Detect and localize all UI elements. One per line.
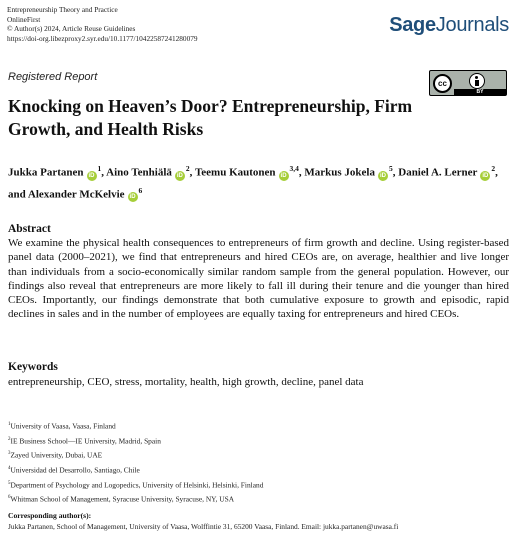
affiliation-item xyxy=(8,491,263,506)
author-affiliation-number: 2 xyxy=(185,164,190,173)
copyright-line[interactable]: © Author(s) 2024, Article Reuse Guidelines xyxy=(7,24,136,34)
corresponding-author-text[interactable]: Jukka Partanen, School of Management, University of Vaasa, Wolffintie 31, 65200 Vaasa, Finland. Email: jukka.partanen@uwasa.fi xyxy=(8,522,399,531)
affiliation-item xyxy=(8,477,263,492)
affiliation-item xyxy=(8,447,263,462)
author-affiliation-number: 1 xyxy=(97,164,102,173)
author-name[interactable]: Markus Jokela xyxy=(304,166,375,179)
author-name[interactable]: Daniel A. Lerner xyxy=(398,166,478,179)
orcid-icon[interactable]: iD xyxy=(380,172,386,179)
orcid-icon[interactable]: iD xyxy=(280,172,287,179)
author-affiliation-number: 3,4 xyxy=(289,164,299,173)
affiliation-list xyxy=(8,418,263,506)
publisher-logo[interactable] xyxy=(389,14,509,37)
author-separator: , xyxy=(392,166,399,179)
attribution-person-icon xyxy=(469,73,485,89)
keywords-heading: Keywords xyxy=(8,361,58,373)
doi-link[interactable]: https://doi-org.libezproxy2.syr.edu/10.1177/10422587241280079 xyxy=(7,33,198,43)
author-affiliation-number: 5 xyxy=(389,164,393,173)
affiliation-item xyxy=(8,462,263,477)
journal-meta xyxy=(7,5,198,43)
affiliation-number: 1 xyxy=(8,422,11,427)
creative-commons-icon: cc xyxy=(433,74,452,93)
orcid-icon[interactable]: iD xyxy=(176,172,183,179)
author-affiliation-number: 2 xyxy=(491,164,496,173)
article-type-label: Registered Report xyxy=(8,71,98,83)
online-first-label: OnlineFirst xyxy=(7,14,41,24)
publisher-logo-light: Journals xyxy=(435,14,509,36)
affiliation-text: University of Vaasa, Vaasa, Finland xyxy=(10,421,116,431)
affiliation-number: 2 xyxy=(8,436,11,442)
author-name[interactable]: Jukka Partanen xyxy=(8,166,84,179)
affiliation-text: Whitman School of Management, Syracuse University, Syracuse, NY, USA xyxy=(10,494,235,504)
orcid-icon[interactable]: iD xyxy=(129,194,136,201)
author-name[interactable]: Alexander McKelvie xyxy=(27,188,125,201)
author-name[interactable]: Teemu Kautonen xyxy=(194,166,276,179)
affiliation-item xyxy=(8,433,263,448)
author-separator: , and xyxy=(8,166,498,201)
license-by-label: BY xyxy=(454,89,506,95)
abstract-heading: Abstract xyxy=(8,223,51,235)
affiliation-item xyxy=(8,418,263,433)
keywords-text: entrepreneurship, CEO, stress, mortality, health, high growth, decline, panel data xyxy=(8,376,364,388)
affiliation-text: IE Business School—IE University, Madrid, Spain xyxy=(10,436,161,446)
author-name[interactable]: Aino Tenhiälä xyxy=(106,166,172,179)
affiliation-text: Universidad del Desarrollo, Santiago, Chile xyxy=(10,465,140,475)
orcid-icon[interactable]: iD xyxy=(88,172,95,179)
author-separator: , xyxy=(189,166,195,179)
affiliation-number: 3 xyxy=(8,451,11,457)
author-separator: , xyxy=(298,166,305,179)
affiliation-text: Department of Psychology and Logopedics, University of Helsinki, Helsinki, Finland xyxy=(10,480,264,490)
journal-name: Entrepreneurship Theory and Practice xyxy=(7,5,118,14)
affiliation-text: Zayed University, Dubai, UAE xyxy=(10,450,103,460)
corresponding-author-heading: Corresponding author(s): xyxy=(8,511,92,520)
affiliation-number: 4 xyxy=(8,466,11,472)
affiliation-number: 6 xyxy=(8,495,11,501)
author-separator: , xyxy=(101,166,107,179)
orcid-icon[interactable]: iD xyxy=(482,172,489,179)
author-affiliation-number: 6 xyxy=(138,185,143,195)
author-list xyxy=(8,160,513,203)
publisher-logo-bold: Sage xyxy=(389,14,436,36)
abstract-text: We examine the physical health consequences to entrepreneurs of firm growth and decline. Using register-based panel data (2000–2021), we find that entrepreneurs and hired CEOs are, on average, healthier and live longer than individuals from a socio-economically similar random sample from the general population. However, our findings also reveal that entrepreneurs are more likely to fall ill during their tenure and die younger than hired CEOs. Importantly, our findings demonstrate that both cumulative exposure to growth and episodic, rapid declines in sales and in the number of employees are equally taxing for entrepreneurs and hired CEOs. xyxy=(8,237,509,321)
cc-by-license-badge[interactable] xyxy=(429,70,507,96)
affiliation-number: 5 xyxy=(8,480,11,486)
article-title: Knocking on Heaven’s Door? Entrepreneurship, Firm Growth, and Health Risks xyxy=(8,96,413,139)
